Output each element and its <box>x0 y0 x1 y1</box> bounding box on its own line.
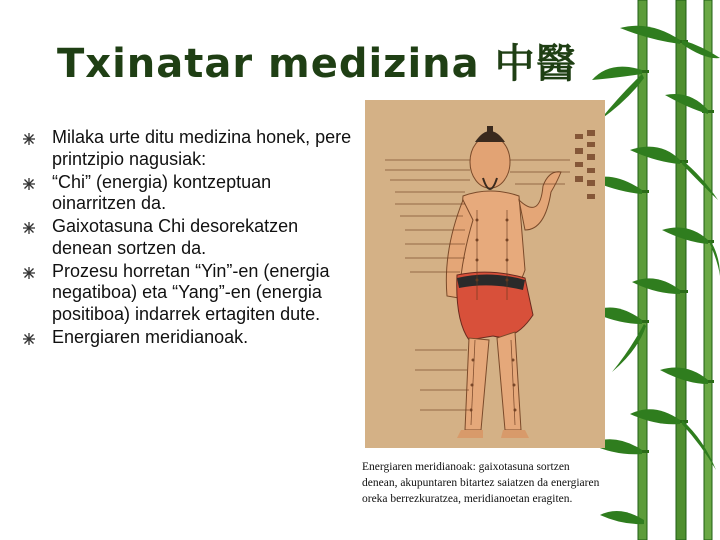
asterisk-bullet-icon <box>22 332 36 346</box>
asterisk-bullet-icon <box>22 221 36 235</box>
bullet-text: “Chi” (energia) kontzeptuan oinarritzen da. <box>52 171 272 213</box>
asterisk-bullet-icon <box>22 132 36 146</box>
asterisk-bullet-icon <box>22 266 36 280</box>
bullet-text: Milaka urte ditu medizina honek, pere printzipio nagusiak: <box>52 127 352 169</box>
bullet-text: Prozesu horretan “Yin”-en (energia negatiboa) eta “Yang”-en (energia positiboa) indarrek ertagiten dute. <box>52 260 330 324</box>
image-caption: Energiaren meridianoak: gaixotasuna sortzen denean, akupuntaren bitartez saiatzen da energiaren oreka berrezkuratzea, meridianoetan eragiten. <box>362 461 600 505</box>
slide-title: Txinatar medizina 中醫 <box>57 41 577 87</box>
bullet-text: Energiaren meridianoak. <box>52 326 249 347</box>
asterisk-bullet-icon <box>22 177 36 191</box>
list-item <box>22 327 352 349</box>
bullet-list <box>22 127 352 350</box>
bamboo-decoration-icon <box>590 0 720 540</box>
acupuncture-figure-image <box>365 100 605 448</box>
list-item <box>22 216 352 259</box>
list-item <box>22 127 352 170</box>
bullet-text: Gaixotasuna Chi desorekatzen denean sortzen da. <box>52 216 299 258</box>
list-item <box>22 172 352 215</box>
list-item <box>22 261 352 326</box>
